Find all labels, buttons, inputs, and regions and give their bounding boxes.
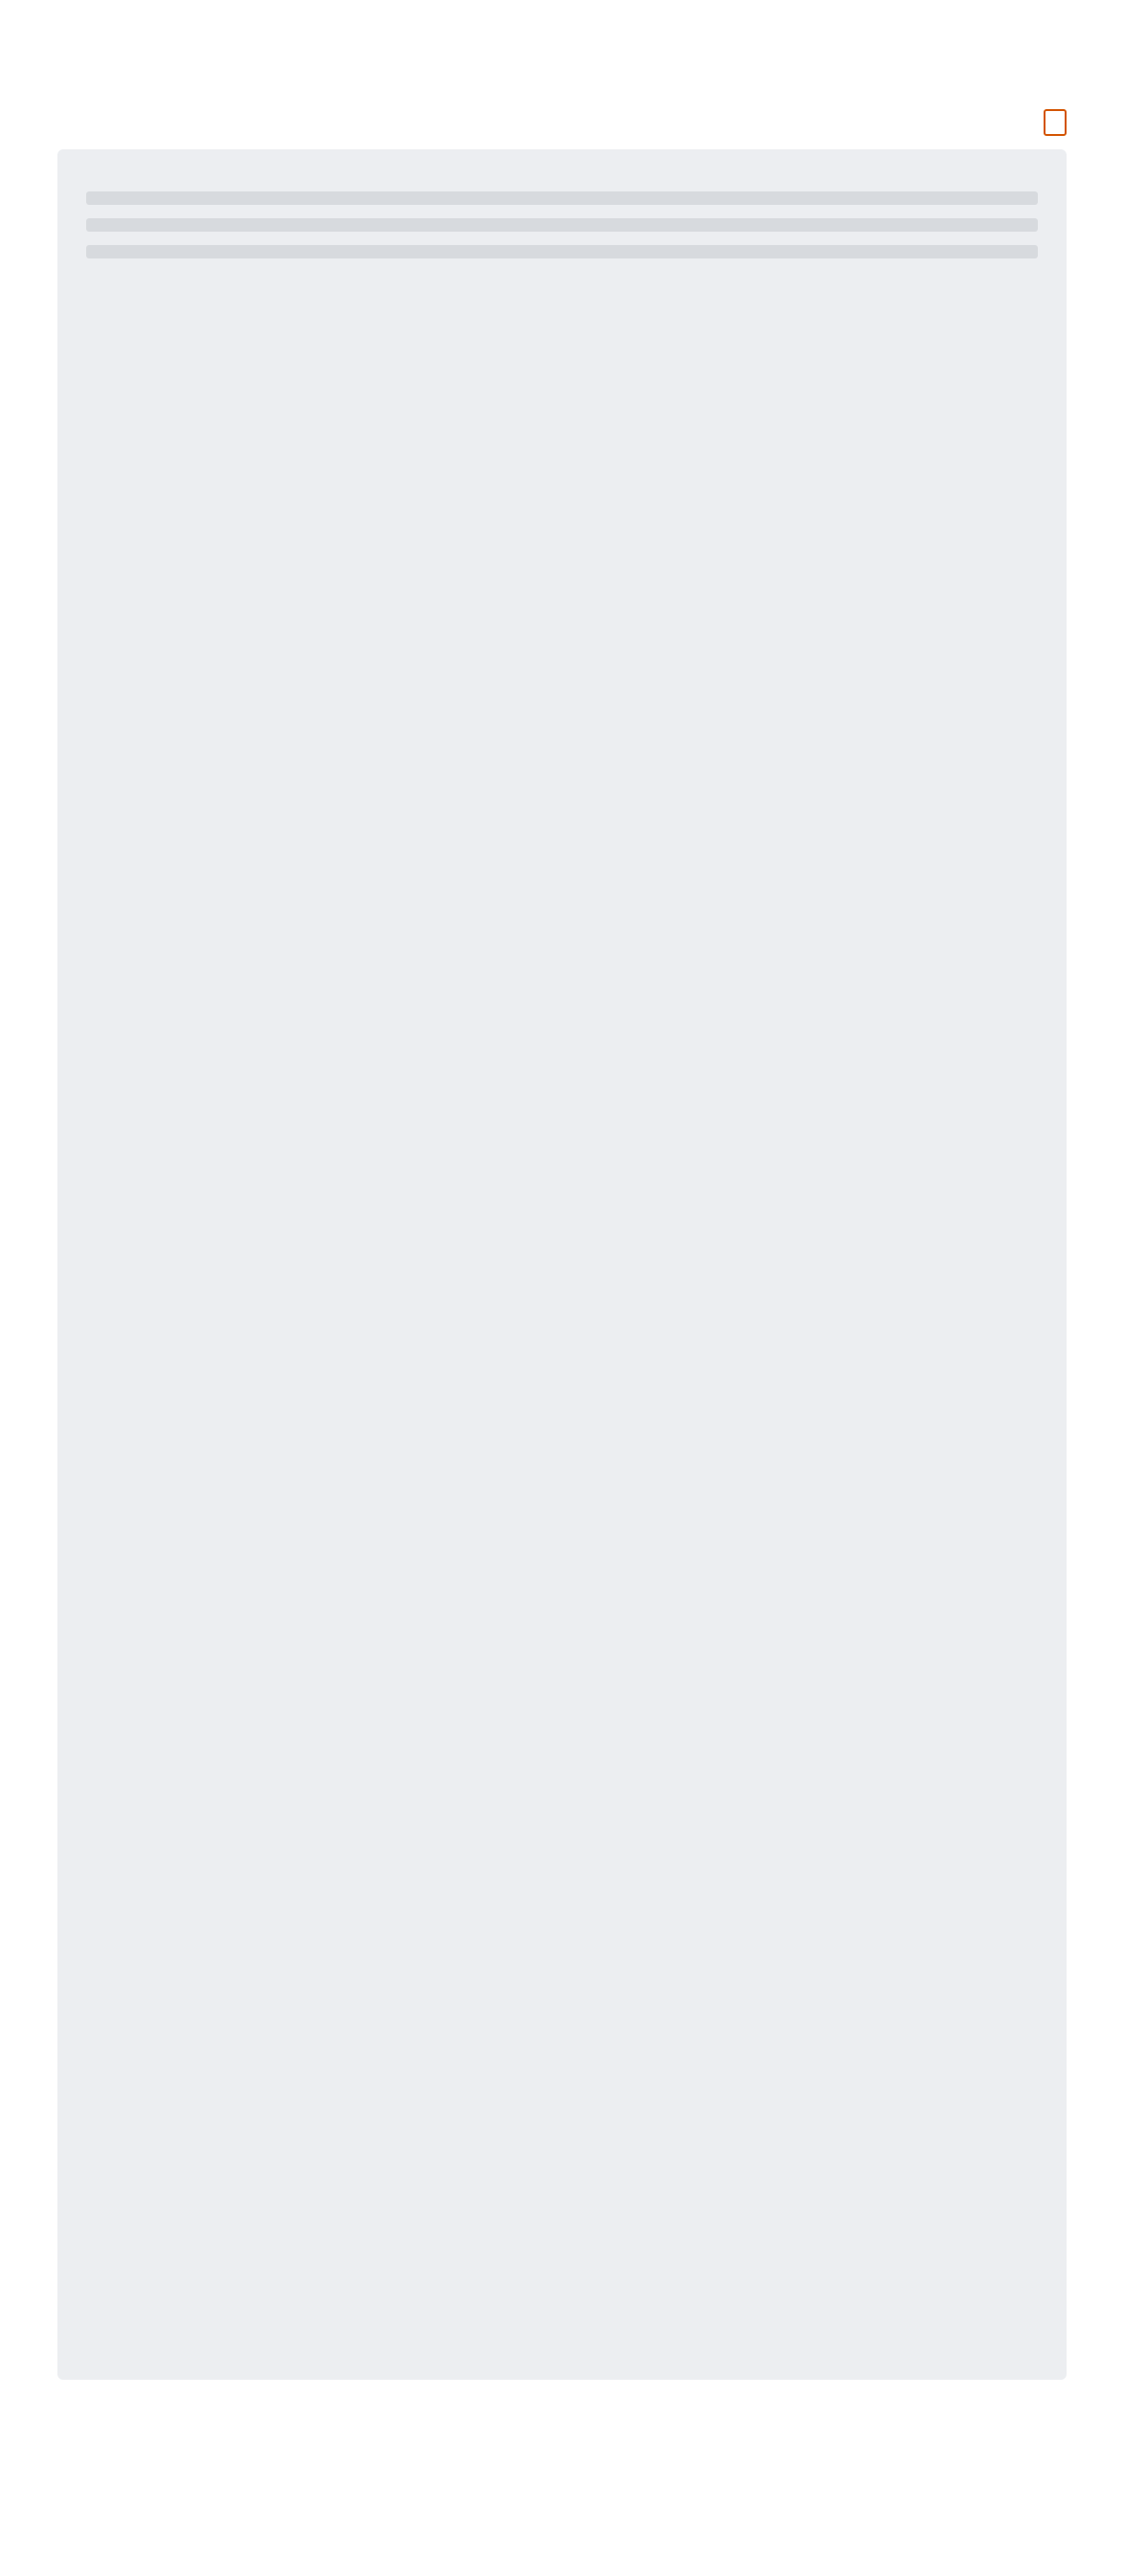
body-section-title (57, 109, 1067, 136)
text-placeholder (86, 218, 1038, 232)
document-icon (1044, 109, 1067, 136)
text-placeholder (86, 191, 1038, 205)
notice-page (57, 38, 1067, 2380)
text-placeholder (86, 245, 1038, 258)
notice-body (57, 149, 1067, 2380)
